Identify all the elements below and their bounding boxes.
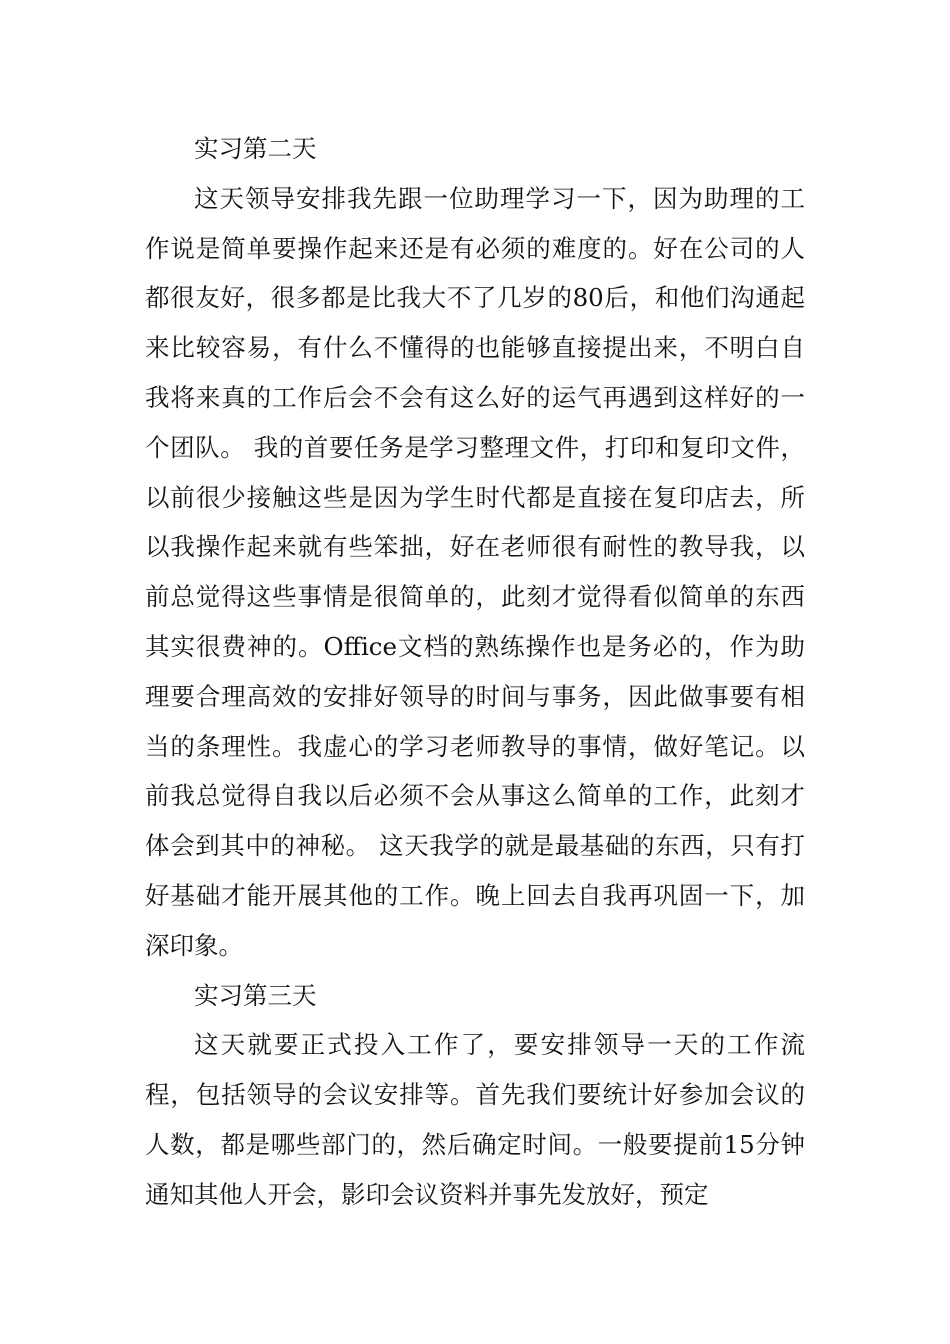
- heading-day-two: 实习第二天: [194, 134, 317, 163]
- paragraph-day-three: 这天就要正式投入工作了，要安排领导一天的工作流程，包括领导的会议安排等。首先我们要统计好参加会议的人数，都是哪些部门的，然后确定时间。一般要提前15分钟通知其他人开会，影印会议资料并事先发放好，预定: [145, 1030, 805, 1209]
- document-page: [145, 124, 805, 1220]
- heading-day-three: 实习第三天: [194, 980, 317, 1010]
- paragraph-day-two: 这天领导安排我先跟一位助理学习一下，因为助理的工作说是简单要操作起来还是有必须的难度的。好在公司的人都很友好，很多都是比我大不了几岁的80后，和他们沟通起来比较容易，有什么不懂得的也能够直接提出来，不明白自我将来真的工作后会不会有这么好的运气再遇到这样好的一个团队。 我的首要任务是学习整理文件，打印和复印文件，以前很少接触这些是因为学生时代都是直接在复印店去，所以我操作起来就有些笨拙，好在老师很有耐性的教导我，以前总觉得这些事情是很简单的，此刻才觉得看似简单的东西其实很费神的。Office文档的熟练操作也是务必的，作为助理要合理高效的安排好领导的时间与事务，因此做事要有相当的条理性。我虚心的学习老师教导的事情，做好笔记。以前我总觉得自我以后必须不会从事这么简单的工作，此刻才体会到其中的神秘。 这天我学的就是最基础的东西，只有打好基础才能开展其他的工作。晚上回去自我再巩固一下，加深印象。: [145, 183, 805, 960]
